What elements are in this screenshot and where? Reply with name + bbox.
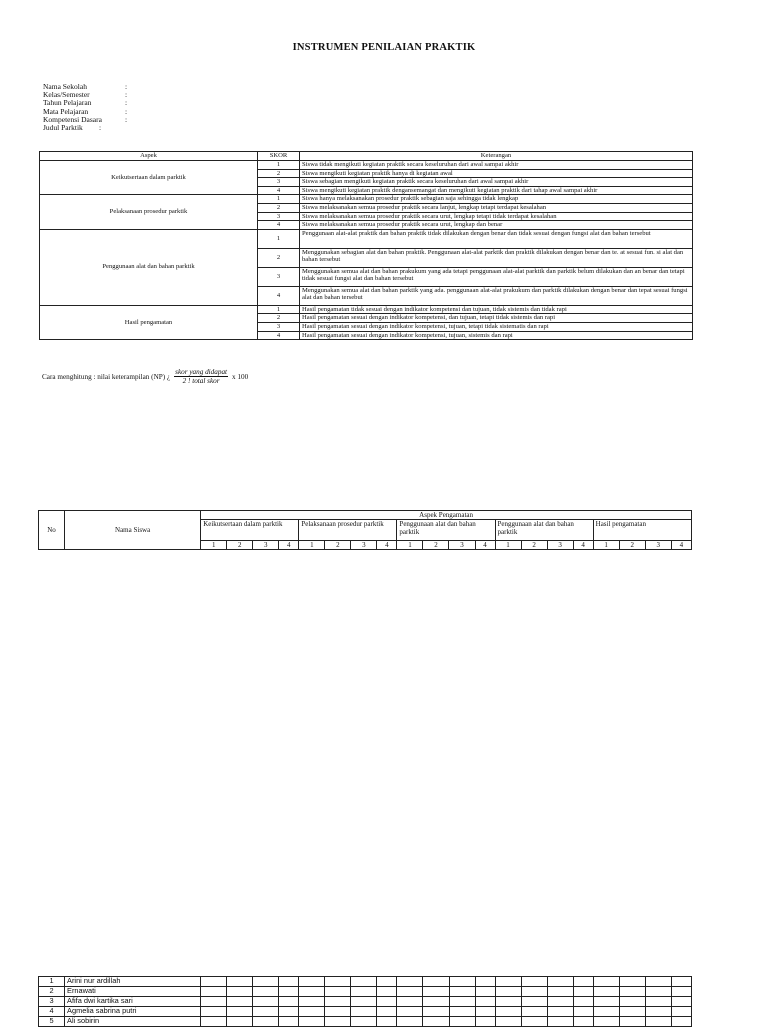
observation-score-label: 4: [279, 541, 299, 550]
student-score-cell[interactable]: [377, 977, 397, 987]
observation-score-label: 4: [573, 541, 593, 550]
student-score-cell[interactable]: [495, 1017, 521, 1027]
student-score-cell[interactable]: [351, 1017, 377, 1027]
student-score-cell[interactable]: [547, 1007, 573, 1017]
observation-score-label: 4: [475, 541, 495, 550]
observation-table: [38, 510, 692, 550]
student-score-cell[interactable]: [423, 1017, 449, 1027]
rubric-description: Siswa mengikuti kegiatan praktik dengansemangat dan mengikuti kegiatan praktik dari tahap awal sampai akhir: [300, 186, 693, 195]
identity-label: Kompetensi Dasara: [43, 114, 102, 124]
observation-score-label: 3: [449, 541, 475, 550]
identity-label: Mata Pelajaran: [43, 106, 89, 116]
student-score-cell[interactable]: [475, 987, 495, 997]
student-score-cell[interactable]: [593, 987, 619, 997]
student-score-cell[interactable]: [325, 987, 351, 997]
rubric-aspect: Penggunaan alat dan bahan parktik: [40, 229, 258, 305]
observation-no-header: No: [39, 511, 65, 550]
student-score-cell[interactable]: [201, 1007, 227, 1017]
student-row: [39, 1007, 692, 1017]
student-score-cell[interactable]: [227, 1007, 253, 1017]
formula-denominator: 2 ! total skor: [182, 377, 220, 385]
rubric-score: 2: [258, 314, 300, 323]
student-score-cell[interactable]: [547, 977, 573, 987]
rubric-score: 1: [258, 305, 300, 314]
student-score-cell[interactable]: [619, 1017, 645, 1027]
student-score-cell[interactable]: [227, 1017, 253, 1027]
student-score-cell[interactable]: [521, 977, 547, 987]
student-number: 4: [39, 1007, 65, 1017]
rubric-aspect: Hasil pengamatan: [40, 305, 258, 339]
rubric-table: [39, 151, 693, 340]
formula-numerator: skor yang didapat: [175, 368, 228, 376]
observation-score-label: 1: [495, 541, 521, 550]
student-score-cell[interactable]: [495, 977, 521, 987]
student-score-cell[interactable]: [671, 1017, 691, 1027]
identity-label: Judul Parktik: [43, 123, 83, 133]
student-name: Ali sobirin: [65, 1017, 201, 1027]
rubric-score: 3: [258, 212, 300, 221]
student-score-cell[interactable]: [573, 987, 593, 997]
student-score-cell[interactable]: [475, 997, 495, 1007]
student-score-cell[interactable]: [547, 987, 573, 997]
observation-score-label: 2: [325, 541, 351, 550]
student-score-cell[interactable]: [299, 1017, 325, 1027]
student-score-cell[interactable]: [671, 1007, 691, 1017]
formula-fraction: [174, 368, 228, 385]
observation-score-label: 2: [227, 541, 253, 550]
student-score-cell[interactable]: [547, 1017, 573, 1027]
student-score-cell[interactable]: [279, 997, 299, 1007]
document-title: INSTRUMEN PENILAIAN PRAKTIK: [292, 42, 476, 53]
observation-score-label: 2: [521, 541, 547, 550]
student-score-cell[interactable]: [325, 997, 351, 1007]
rubric-description: Siswa sebagian mengikuti kegiatan praktik secara keseluruhan dari awal sampai akhir: [300, 178, 693, 187]
student-row: [39, 1017, 692, 1027]
student-score-cell[interactable]: [377, 987, 397, 997]
rubric-score: 3: [258, 322, 300, 331]
student-score-cell[interactable]: [449, 987, 475, 997]
rubric-score: 4: [258, 286, 300, 305]
identity-row: [43, 124, 131, 132]
student-score-cell[interactable]: [573, 997, 593, 1007]
student-score-cell[interactable]: [573, 977, 593, 987]
rubric-row: [40, 229, 693, 248]
student-score-cell[interactable]: [475, 1007, 495, 1017]
observation-aspect-header: Hasil pengamatan: [593, 520, 691, 541]
identity-block: [43, 83, 131, 132]
rubric-score: 2: [258, 203, 300, 212]
student-row: [39, 977, 692, 987]
student-row: [39, 997, 692, 1007]
student-score-cell[interactable]: [521, 1007, 547, 1017]
student-score-cell[interactable]: [253, 1007, 279, 1017]
student-name: Arini nur ardillah: [65, 977, 201, 987]
student-score-cell[interactable]: [299, 1007, 325, 1017]
formula-suffix: x 100: [232, 372, 249, 381]
student-score-cell[interactable]: [547, 997, 573, 1007]
rubric-score: 3: [258, 267, 300, 286]
student-score-cell[interactable]: [279, 977, 299, 987]
student-score-cell[interactable]: [645, 997, 671, 1007]
student-score-cell[interactable]: [377, 997, 397, 1007]
student-score-cell[interactable]: [573, 1007, 593, 1017]
observation-header-row: [39, 511, 692, 520]
rubric-description: Hasil pengamatan sesuai dengan indikator kompetensi, dan tujuan, tetapi tidak sistemis dan rapi: [300, 314, 693, 323]
student-score-cell[interactable]: [495, 1007, 521, 1017]
identity-label: Nama Sekolah: [43, 82, 87, 91]
rubric-header-description: Keterangan: [300, 152, 693, 161]
student-score-cell[interactable]: [299, 987, 325, 997]
rubric-score: 2: [258, 248, 300, 267]
rubric-score: 2: [258, 169, 300, 178]
identity-colon: :: [125, 82, 128, 91]
student-score-cell[interactable]: [227, 987, 253, 997]
student-score-cell[interactable]: [253, 987, 279, 997]
student-score-cell[interactable]: [671, 997, 691, 1007]
rubric-description: Siswa melaksanakan semua prosedur praktik secara lanjut, lengkap tetapi terdapat kesalahan: [300, 203, 693, 212]
observation-aspect-header: Penggunaan alat dan bahan parktik: [495, 520, 593, 541]
student-score-cell[interactable]: [495, 997, 521, 1007]
observation-score-label: 1: [593, 541, 619, 550]
student-score-cell[interactable]: [279, 1017, 299, 1027]
identity-colon: :: [125, 106, 128, 116]
observation-score-label: 3: [253, 541, 279, 550]
student-score-cell[interactable]: [227, 997, 253, 1007]
observation-score-label: 1: [201, 541, 227, 550]
student-score-cell[interactable]: [449, 997, 475, 1007]
observation-score-label: 3: [645, 541, 671, 550]
student-score-cell[interactable]: [671, 987, 691, 997]
student-score-cell[interactable]: [325, 1007, 351, 1017]
rubric-description: Menggunakan semua alat dan bahan prakukum yang ada tetapi penggunaan alat-alat parktik dan parktik belum dilakukan dan an benar dan tetapi tidak sesuai fungsi alat dan bahan tersebut: [300, 267, 693, 286]
student-score-cell[interactable]: [397, 987, 423, 997]
student-score-cell[interactable]: [449, 1007, 475, 1017]
student-score-cell[interactable]: [423, 977, 449, 987]
observation-aspect-header: Pelaksanaan prosedur parktik: [299, 520, 397, 541]
student-score-cell[interactable]: [521, 997, 547, 1007]
student-score-cell[interactable]: [279, 987, 299, 997]
student-score-cell[interactable]: [521, 987, 547, 997]
student-score-cell[interactable]: [645, 1007, 671, 1017]
identity-label: Tahun Pelajaran: [43, 98, 92, 108]
student-score-cell[interactable]: [671, 977, 691, 987]
student-number: 1: [39, 977, 65, 987]
student-score-cell[interactable]: [253, 1017, 279, 1027]
student-score-cell[interactable]: [351, 987, 377, 997]
student-score-cell[interactable]: [593, 1017, 619, 1027]
student-score-cell[interactable]: [351, 1007, 377, 1017]
observation-score-label: 1: [397, 541, 423, 550]
student-score-cell[interactable]: [619, 1007, 645, 1017]
student-score-cell[interactable]: [299, 977, 325, 987]
student-score-cell[interactable]: [299, 997, 325, 1007]
student-score-cell[interactable]: [475, 1017, 495, 1027]
identity-colon: :: [125, 114, 128, 124]
rubric-description: Siswa melaksanakan semua prosedur praktik secara urut, lengkap dan benar: [300, 221, 693, 230]
student-score-cell[interactable]: [593, 977, 619, 987]
student-score-cell[interactable]: [397, 997, 423, 1007]
student-number: 5: [39, 1017, 65, 1027]
student-score-cell[interactable]: [423, 987, 449, 997]
rubric-row: [40, 161, 693, 170]
rubric-score: 1: [258, 195, 300, 204]
observation-group-header: Aspek Pengamatan: [201, 511, 692, 520]
identity-colon: :: [99, 123, 102, 133]
observation-score-label: 2: [423, 541, 449, 550]
rubric-description: Siswa hanya melaksanakan prosedur praktik sebagian saja sehingga tidak lengkap: [300, 195, 693, 204]
student-score-cell[interactable]: [645, 987, 671, 997]
rubric-score: 3: [258, 178, 300, 187]
rubric-aspect: Keikutsertaan dalam parktik: [40, 161, 258, 195]
student-score-cell[interactable]: [351, 997, 377, 1007]
student-score-table: [38, 976, 692, 1027]
student-score-cell[interactable]: [449, 977, 475, 987]
rubric-score: 1: [258, 229, 300, 248]
student-score-cell[interactable]: [521, 1017, 547, 1027]
student-score-cell[interactable]: [423, 997, 449, 1007]
student-score-cell[interactable]: [201, 1017, 227, 1027]
rubric-description: Siswa melaksanakan semua prosedur praktik secara urut, lengkap tetapi tidak terdapat kesalahan: [300, 212, 693, 221]
rubric-score: 4: [258, 221, 300, 230]
rubric-description: Menggunakan semua alat dan bahan parktik yang ada. penggunaan alat-alat prakukum dan parktik dilakukan dengan benar dan tepat sesuai fungsi alat dan bahan tersebut: [300, 286, 693, 305]
student-score-cell[interactable]: [593, 1007, 619, 1017]
rubric-description: Siswa mengikuti kegiatan praktik hanya di kegiatan awal: [300, 169, 693, 178]
student-name: Agmelia sabrina putri: [65, 1007, 201, 1017]
student-score-cell[interactable]: [645, 1017, 671, 1027]
student-number: 2: [39, 987, 65, 997]
student-score-cell[interactable]: [325, 1017, 351, 1027]
student-score-cell[interactable]: [397, 1017, 423, 1027]
student-score-cell[interactable]: [377, 1017, 397, 1027]
rubric-aspect: Pelaksanaan prosedur parktik: [40, 195, 258, 229]
identity-label: Kelas/Semester: [43, 90, 90, 100]
observation-score-label: 2: [619, 541, 645, 550]
student-score-cell[interactable]: [645, 977, 671, 987]
score-formula: [42, 368, 248, 385]
student-score-cell[interactable]: [253, 997, 279, 1007]
student-row: [39, 987, 692, 997]
student-score-cell[interactable]: [377, 1007, 397, 1017]
observation-score-label: 3: [351, 541, 377, 550]
student-score-cell[interactable]: [351, 977, 377, 987]
identity-colon: :: [125, 98, 128, 108]
rubric-score: 4: [258, 186, 300, 195]
student-score-cell[interactable]: [201, 997, 227, 1007]
rubric-description: Hasil pengamatan sesuai dengan indikator kompetensi, tujuan, sistemis dan rapi: [300, 331, 693, 340]
student-score-cell[interactable]: [619, 997, 645, 1007]
rubric-row: [40, 195, 693, 204]
student-score-cell[interactable]: [201, 987, 227, 997]
rubric-score: 4: [258, 331, 300, 340]
rubric-header-score: SKOR: [258, 152, 300, 161]
rubric-description: Penggunaan alat-alat praktik dan bahan praktik tidak dilakukan dengan benar dan tidak sesuai dengan fungsi alat dan bahan tersebut: [300, 229, 693, 248]
rubric-description: Siswa tidak mengikuti kegiatan praktik secara keseluruhan dari awal sampai akhir: [300, 161, 693, 170]
student-score-cell[interactable]: [593, 997, 619, 1007]
observation-score-label: 1: [299, 541, 325, 550]
rubric-description: Menggunakan sebagian alat dan bahan praktik. Penggunaan alat-alat parktik dan praktik dilakukan dengan benar dan te. at sesuai fun. si alat dan bahan tersebut: [300, 248, 693, 267]
student-score-cell[interactable]: [573, 1017, 593, 1027]
observation-aspect-header: Keikutsertaan dalam parktik: [201, 520, 299, 541]
identity-colon: :: [125, 90, 128, 100]
student-score-cell[interactable]: [475, 977, 495, 987]
observation-score-label: 4: [377, 541, 397, 550]
rubric-score: 1: [258, 161, 300, 170]
student-number: 3: [39, 997, 65, 1007]
student-name: Afifa dwi kartika sari: [65, 997, 201, 1007]
formula-prefix: Cara menghitung : nilai keterampilan (NP) ¿: [42, 372, 171, 381]
student-score-cell[interactable]: [279, 1007, 299, 1017]
rubric-description: Hasil pengamatan sesuai dengan indikator kompetensi, tujuan, tetapi tidak sistematis dan rapi: [300, 322, 693, 331]
observation-name-header: Nama Siswa: [65, 511, 201, 550]
student-score-cell[interactable]: [423, 1007, 449, 1017]
student-score-cell[interactable]: [619, 977, 645, 987]
student-score-cell[interactable]: [397, 977, 423, 987]
student-score-cell[interactable]: [227, 977, 253, 987]
student-score-cell[interactable]: [253, 977, 279, 987]
student-score-cell[interactable]: [449, 1017, 475, 1027]
rubric-header-aspect: Aspek: [40, 152, 258, 161]
student-score-cell[interactable]: [201, 977, 227, 987]
student-score-cell[interactable]: [495, 987, 521, 997]
student-score-cell[interactable]: [619, 987, 645, 997]
observation-score-label: 4: [671, 541, 691, 550]
student-score-cell[interactable]: [397, 1007, 423, 1017]
rubric-row: [40, 305, 693, 314]
observation-aspect-header: Penggunaan alat dan bahan parktik: [397, 520, 495, 541]
observation-score-label: 3: [547, 541, 573, 550]
student-score-cell[interactable]: [325, 977, 351, 987]
student-name: Ernawati: [65, 987, 201, 997]
rubric-description: Hasil pengamatan tidak sesuai dengan indikator kompetensi dan tujuan, tidak sistemis dan tidak rapi: [300, 305, 693, 314]
